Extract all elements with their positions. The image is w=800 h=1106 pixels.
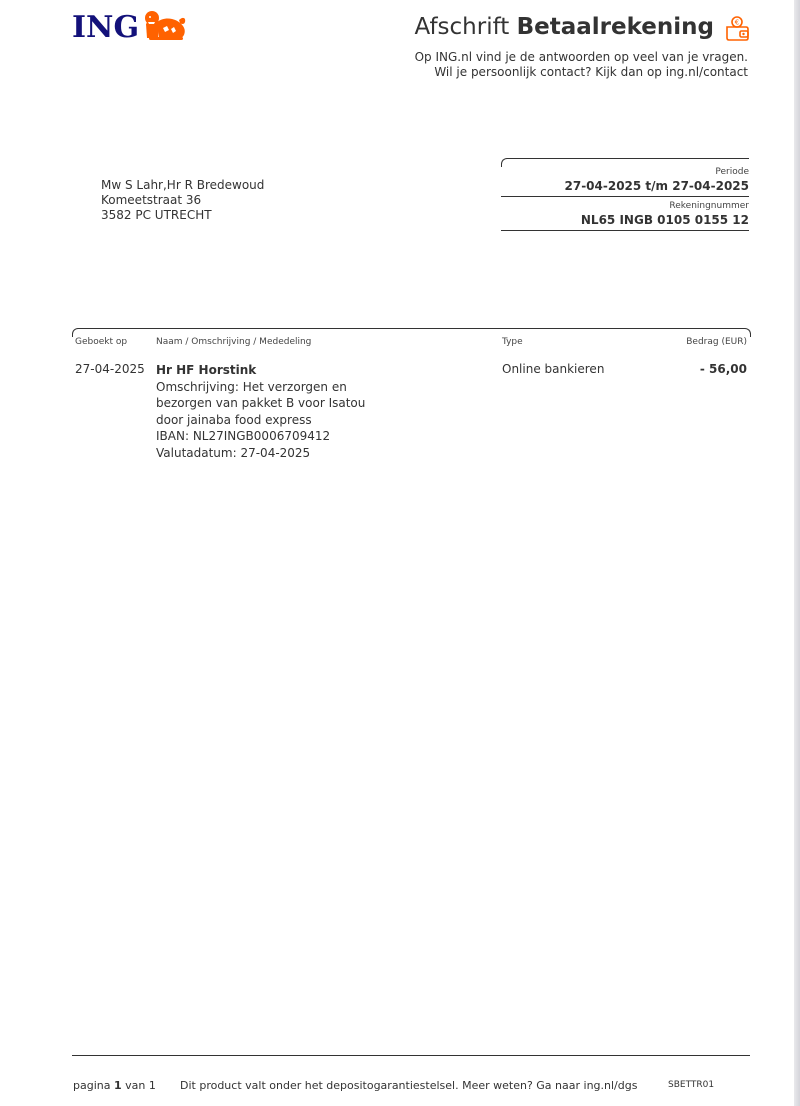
row-desc-line-1: Omschrijving: Het verzorgen en xyxy=(156,379,347,394)
period-divider xyxy=(501,196,749,197)
row-type: Online bankieren xyxy=(502,362,605,376)
row-counterparty: Hr HF Horstink xyxy=(156,363,257,377)
help-line-2: Wil je persoonlijk contact? Kijk dan op ing.nl/contact xyxy=(434,65,748,79)
account-divider xyxy=(501,230,749,231)
account-number-value: NL65 INGB 0105 0155 12 xyxy=(580,213,749,227)
header-type: Type xyxy=(502,337,523,347)
svg-text:€: € xyxy=(734,18,740,27)
title-prefix: Afschrift xyxy=(414,14,510,40)
box-top-border xyxy=(501,158,749,167)
header-booked: Geboekt op xyxy=(75,337,128,347)
statement-title xyxy=(415,14,714,40)
row-desc-line-3: door jainaba food express xyxy=(156,412,312,427)
period-label: Periode xyxy=(715,167,749,177)
deposit-guarantee-notice: Dit product valt onder het depositogarantiestelsel. Meer weten? Ga naar ing.nl/dgs xyxy=(180,1079,638,1092)
page-number: 1 xyxy=(113,1079,122,1092)
row-desc-line-5: Valutadatum: 27-04-2025 xyxy=(156,445,311,460)
row-desc-line-4: IBAN: NL27INGB0006709412 xyxy=(156,429,331,443)
row-description xyxy=(156,362,365,461)
lion-logo-icon xyxy=(143,8,187,46)
wallet-icon xyxy=(724,14,750,46)
logo-text: ING xyxy=(72,9,140,45)
recipient-address xyxy=(101,178,264,223)
footer-divider xyxy=(72,1055,750,1056)
help-text xyxy=(415,50,748,80)
address-line-3: 3582 PC UTRECHT xyxy=(101,208,212,222)
ing-logo xyxy=(72,8,187,46)
title-bold: Betaalrekening xyxy=(516,14,714,40)
header-amount: Bedrag (EUR) xyxy=(686,337,747,347)
page-edge xyxy=(794,0,800,1106)
row-amount: - 56,00 xyxy=(699,362,747,376)
row-booked-date: 27-04-2025 xyxy=(75,362,145,376)
address-line-1: Mw S Lahr,Hr R Bredewoud xyxy=(101,178,265,192)
address-line-2: Komeetstraat 36 xyxy=(101,193,202,207)
table-top-border xyxy=(72,328,751,337)
page-of: van 1 xyxy=(125,1079,156,1092)
help-line-1: Op ING.nl vind je de antwoorden op veel van je vragen. xyxy=(414,50,748,64)
document-code: SBETTR01 xyxy=(668,1080,715,1090)
page-indicator xyxy=(73,1079,156,1092)
page-prefix: pagina xyxy=(73,1079,111,1092)
period-value: 27-04-2025 t/m 27-04-2025 xyxy=(564,179,749,193)
account-info-box xyxy=(501,158,749,231)
account-number-label: Rekeningnummer xyxy=(669,201,749,211)
row-desc-line-2: bezorgen van pakket B voor Isatou xyxy=(156,396,366,410)
header-description: Naam / Omschrijving / Mededeling xyxy=(156,337,312,347)
